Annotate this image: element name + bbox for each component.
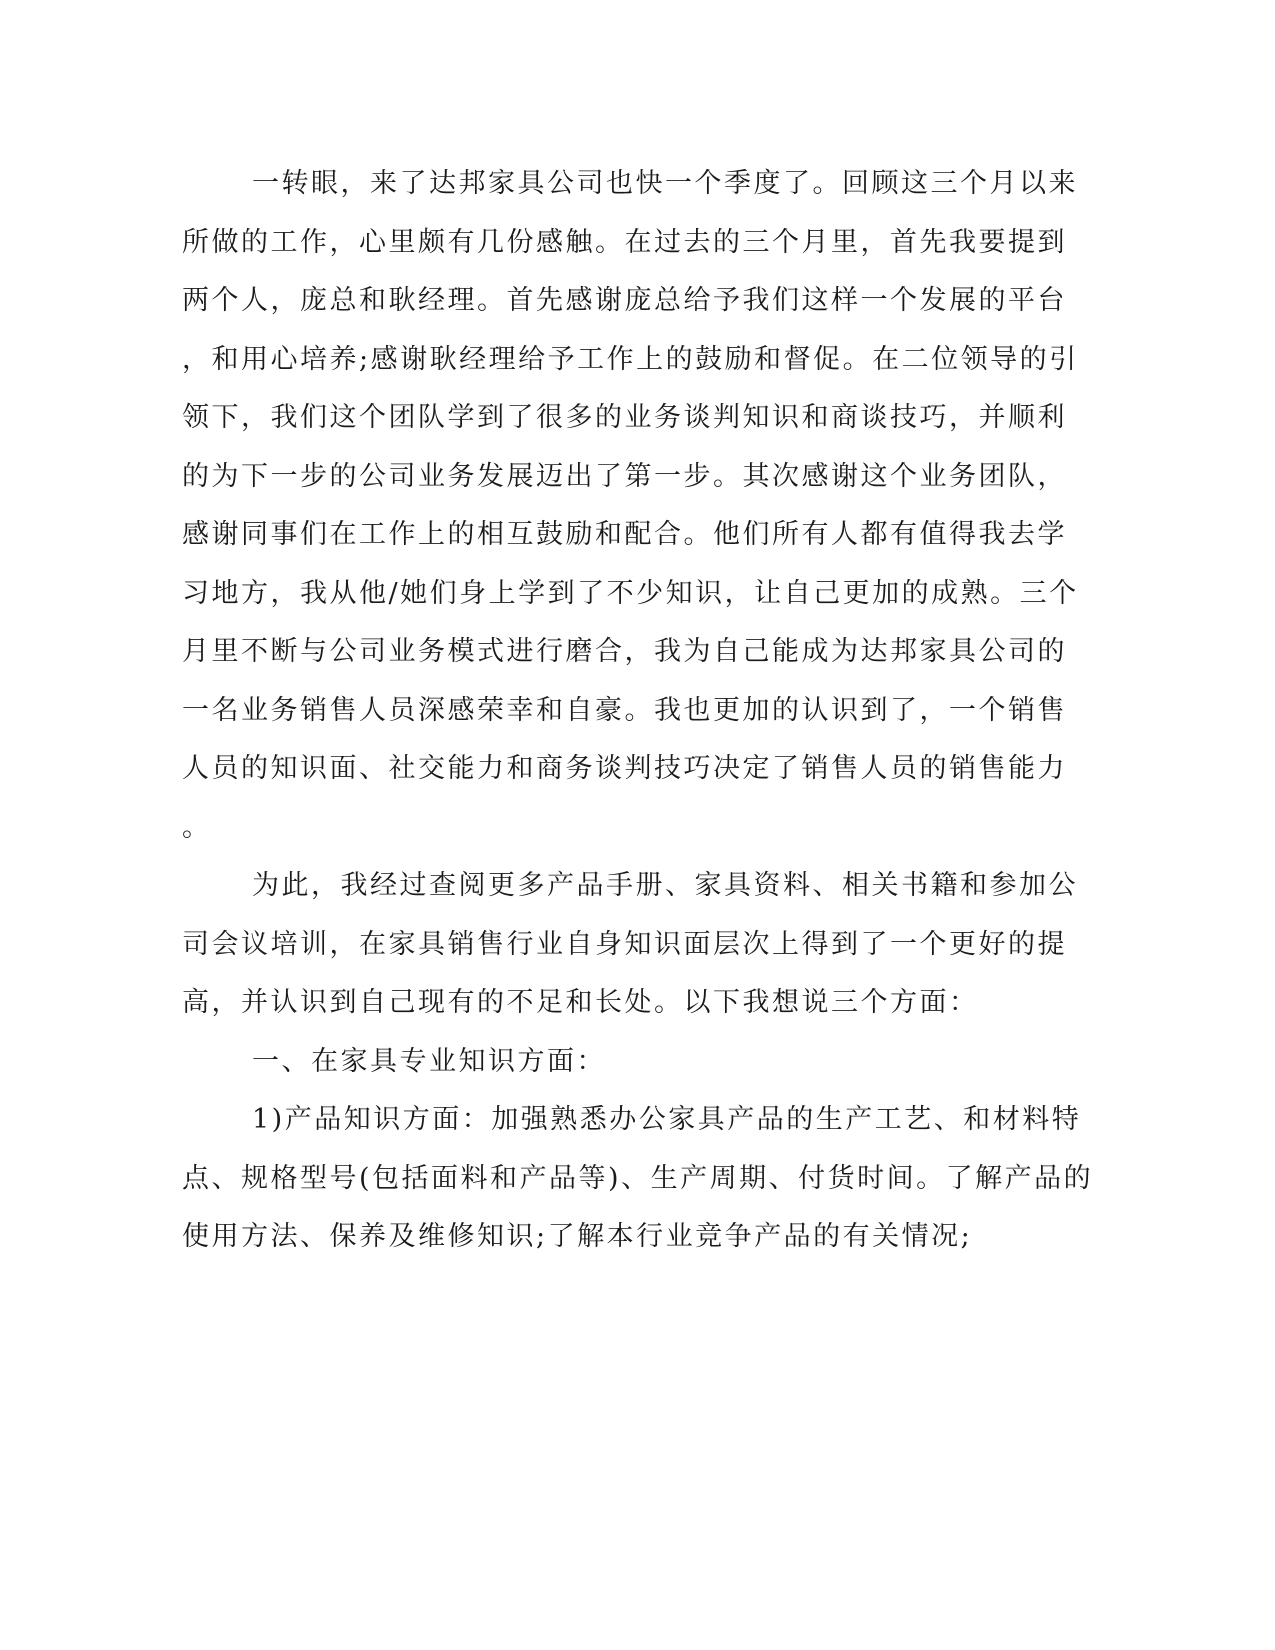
text-line: ，和用心培养;感谢耿经理给予工作上的鼓励和督促。在二位领导的引 <box>182 343 1079 375</box>
text-line: 的为下一步的公司业务发展迈出了第一步。其次感谢这个业务团队， <box>182 460 1067 492</box>
document-body <box>182 155 1094 1267</box>
paragraph-study <box>182 857 1078 1033</box>
text-line: 感谢同事们在工作上的相互鼓励和配合。他们所有人都有值得我去学 <box>182 519 1067 550</box>
section-heading: 一、在家具专业知识方面： <box>252 1045 606 1077</box>
text-line: 两个人，庞总和耿经理。首先感谢庞总给予我们这样一个发展的平台 <box>182 285 1067 316</box>
text-line: 使用方法、保养及维修知识;了解本行业竞争产品的有关情况; <box>182 1221 973 1252</box>
text-line: 领下，我们这个团队学到了很多的业务谈判知识和商谈技巧，并顺利 <box>182 402 1067 433</box>
text-line: 人员的知识面、社交能力和商务谈判技巧决定了销售人员的销售能力 <box>182 753 1067 784</box>
text-line: 司会议培训，在家具销售行业自身知识面层次上得到了一个更好的提 <box>182 928 1067 960</box>
text-line: 。 <box>182 811 212 843</box>
text-line: 月里不断与公司业务模式进行磨合，我为自己能成为达邦家具公司的 <box>182 636 1067 667</box>
text-line: 为此，我经过查阅更多产品手册、家具资料、相关书籍和参加公 <box>252 870 1078 901</box>
paragraph-intro <box>182 155 1079 857</box>
text-line: 高，并认识到自己现有的不足和长处。以下我想说三个方面： <box>182 987 979 1018</box>
text-line: 1)产品知识方面：加强熟悉办公家具产品的生产工艺、和材料特 <box>252 1104 1082 1135</box>
text-line: 所做的工作，心里颇有几份感触。在过去的三个月里，首先我要提到 <box>182 226 1067 258</box>
text-line: 一转眼，来了达邦家具公司也快一个季度了。回顾这三个月以来 <box>252 168 1078 199</box>
text-line: 一名业务销售人员深感荣幸和自豪。我也更加的认识到了，一个销售 <box>182 694 1067 726</box>
paragraph-product-knowledge <box>182 1091 1094 1267</box>
text-line: 点、规格型号(包括面料和产品等)、生产周期、付货时间。了解产品的 <box>182 1162 1094 1194</box>
text-line: 习地方，我从他/她们身上学到了不少知识，让自己更加的成熟。三个 <box>182 577 1079 609</box>
